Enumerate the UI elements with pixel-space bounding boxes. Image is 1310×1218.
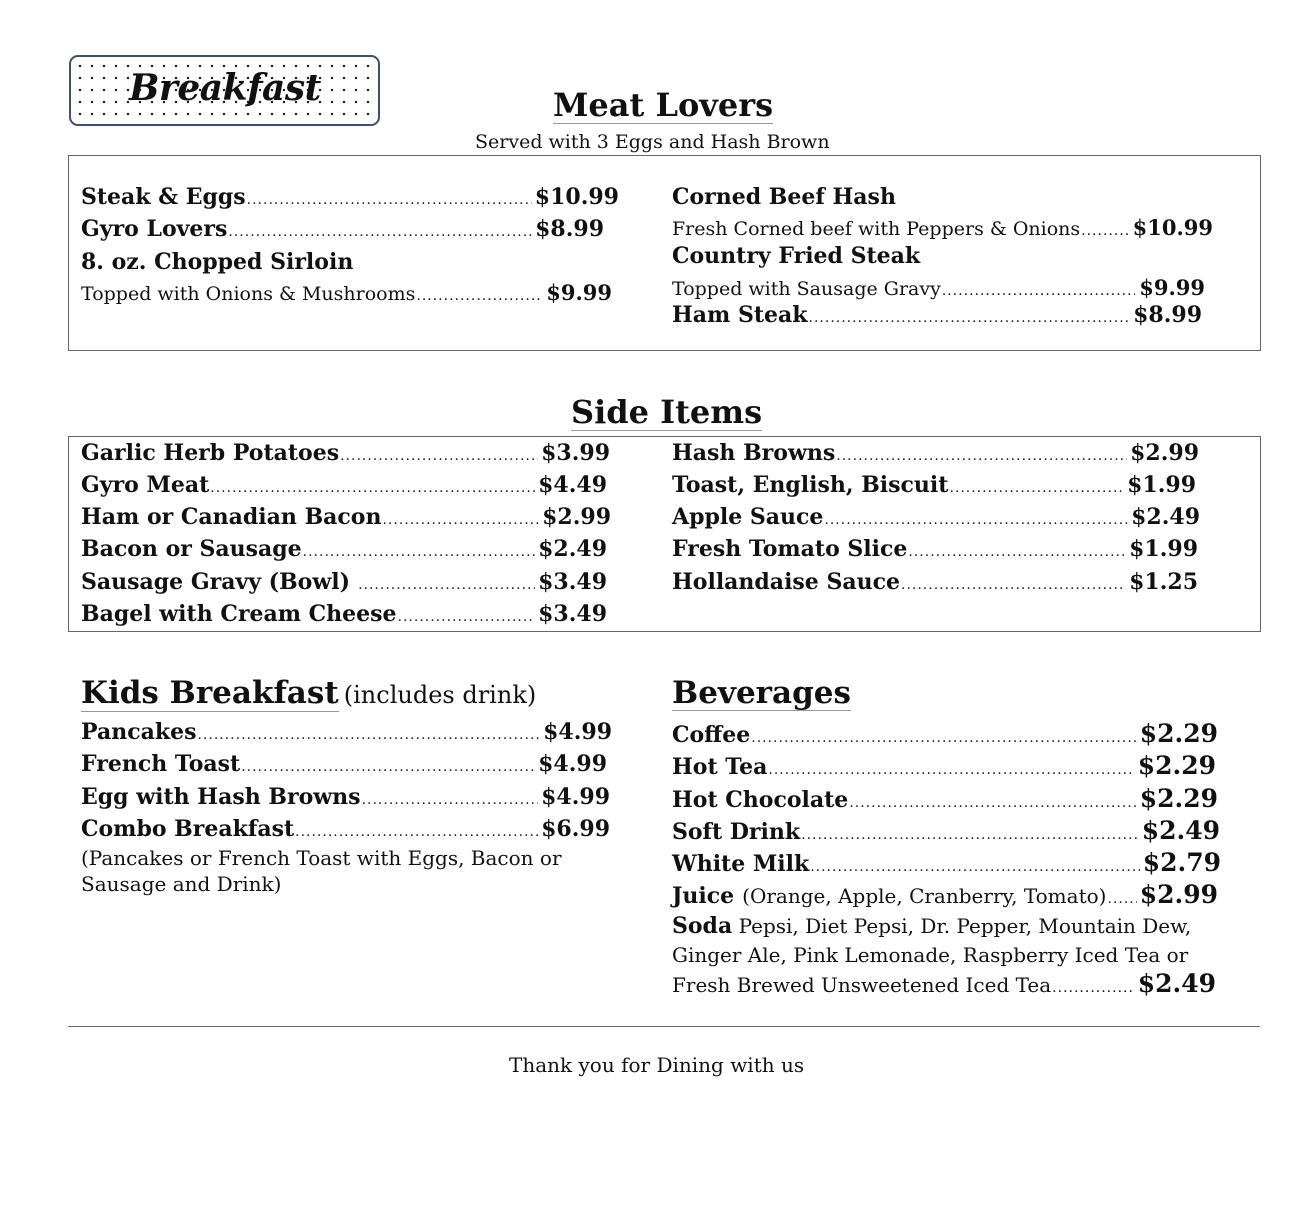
leader-dots	[1052, 980, 1134, 996]
item-name: Combo Breakfast	[81, 816, 295, 842]
item-name: Egg with Hash Browns	[81, 784, 361, 810]
kids-breakfast-title: Kids Breakfast	[81, 675, 339, 711]
menu-item	[672, 504, 1200, 530]
item-name: 8. oz. Chopped Sirloin	[81, 249, 354, 275]
item-price: $1.99	[1127, 472, 1196, 498]
leader-dots	[295, 824, 538, 840]
item-price: $4.49	[538, 472, 607, 498]
item-price: $9.99	[546, 280, 612, 305]
menu-item	[81, 751, 607, 777]
item-price: $2.49	[1141, 816, 1220, 845]
soda-item	[672, 913, 1191, 939]
item-name: French Toast	[81, 751, 241, 777]
item-price: $10.99	[534, 184, 619, 210]
item-price: $2.99	[1139, 880, 1218, 909]
item-price: $2.49	[1131, 504, 1200, 530]
item-name: Soft Drink	[672, 819, 801, 845]
item-name: Gyro Meat	[81, 472, 210, 498]
soda-flavors-line-3-text: Fresh Brewed Unsweetened Iced Tea	[672, 973, 1052, 997]
item-price: $10.99	[1132, 215, 1213, 240]
leader-dots	[228, 224, 532, 240]
menu-item	[81, 216, 604, 242]
item-name: Apple Sauce	[672, 504, 824, 530]
breakfast-badge	[69, 55, 380, 126]
menu-item	[672, 472, 1196, 498]
side-items-title: Side Items	[571, 393, 763, 431]
leader-dots	[751, 730, 1136, 746]
item-price: $2.99	[542, 504, 611, 530]
item-price: $1.99	[1129, 536, 1198, 562]
menu-item	[672, 880, 1218, 909]
leader-dots	[908, 544, 1126, 560]
item-name: Country Fried Steak	[672, 243, 921, 269]
menu-item	[81, 249, 353, 275]
menu-item	[81, 601, 607, 627]
soda-flavors-line-2: Ginger Ale, Pink Lemonade, Raspberry Iced Tea or	[672, 943, 1189, 967]
leader-dots	[247, 192, 532, 208]
kids-breakfast-heading	[81, 677, 536, 710]
menu-item	[81, 569, 607, 595]
item-desc-text: Topped with Onions & Mushrooms	[81, 283, 416, 305]
leader-dots	[398, 609, 536, 625]
item-name: Toast, English, Biscuit	[672, 472, 949, 498]
item-name: Sausage Gravy (Bowl)	[81, 569, 351, 595]
item-note: (Orange, Apple, Cranberry, Tomato)	[742, 884, 1107, 908]
item-name: White Milk	[672, 851, 810, 877]
item-price: $2.29	[1139, 784, 1218, 813]
meat-lovers-title: Meat Lovers	[553, 86, 774, 124]
item-name: Juice	[672, 883, 735, 909]
menu-item	[81, 472, 607, 498]
item-price: $8.99	[535, 216, 604, 242]
leader-dots	[210, 480, 535, 496]
menu-item	[672, 243, 920, 269]
item-name: Bacon or Sausage	[81, 536, 302, 562]
leader-dots	[949, 480, 1124, 496]
menu-item	[81, 784, 610, 810]
footer-divider	[68, 1026, 1260, 1027]
leader-dots	[358, 577, 535, 593]
item-price: $6.99	[541, 816, 610, 842]
leader-dots	[801, 827, 1139, 843]
menu-item	[81, 816, 610, 842]
item-price: $9.99	[1139, 275, 1205, 300]
menu-item	[672, 751, 1216, 780]
item-name: Ham or Canadian Bacon	[81, 504, 382, 530]
soda-flavors-line-1: Pepsi, Diet Pepsi, Dr. Pepper, Mountain Dew,	[738, 914, 1192, 938]
menu-item	[672, 816, 1220, 845]
menu-item	[81, 504, 611, 530]
leader-dots	[824, 512, 1128, 528]
leader-dots	[303, 544, 535, 560]
item-name: Gyro Lovers	[81, 216, 228, 242]
item-price: $2.29	[1137, 751, 1216, 780]
item-desc-text: Fresh Corned beef with Peppers & Onions	[672, 218, 1081, 240]
kids-breakfast-note: (includes drink)	[343, 681, 537, 709]
item-name: Hollandaise Sauce	[672, 569, 900, 595]
menu-item	[672, 536, 1198, 562]
item-name: Pancakes	[81, 719, 197, 745]
item-price: $2.49	[538, 536, 607, 562]
menu-item	[81, 536, 607, 562]
item-description	[672, 215, 1213, 240]
leader-dots	[382, 512, 539, 528]
item-name: Hash Browns	[672, 440, 836, 466]
breakfast-badge-label: Breakfast	[129, 67, 321, 109]
leader-dots	[809, 310, 1131, 326]
item-name: Ham Steak	[672, 302, 808, 328]
item-name: Steak & Eggs	[81, 184, 246, 210]
item-price: $2.79	[1142, 848, 1221, 877]
item-price: $3.49	[538, 601, 607, 627]
item-price: $2.49	[1137, 969, 1216, 998]
footer-text: Thank you for Dining with us	[509, 1053, 805, 1077]
item-price: $1.25	[1129, 569, 1198, 595]
leader-dots	[901, 577, 1126, 593]
leader-dots	[241, 759, 535, 775]
leader-dots	[849, 795, 1136, 811]
meat-lovers-subtitle: Served with 3 Eggs and Hash Brown	[475, 131, 830, 153]
beverages-title: Beverages	[672, 675, 851, 711]
item-name: Hot Chocolate	[672, 787, 849, 813]
menu-item	[672, 302, 1202, 328]
item-price: $8.99	[1133, 302, 1202, 328]
menu-item	[672, 440, 1199, 466]
item-price: $3.49	[538, 569, 607, 595]
menu-item	[81, 719, 612, 745]
leader-dots	[810, 859, 1140, 875]
item-name: Bagel with Cream Cheese	[81, 601, 397, 627]
combo-description-line-1: (Pancakes or French Toast with Eggs, Bacon or	[81, 846, 562, 870]
item-name: Coffee	[672, 722, 751, 748]
leader-dots	[362, 792, 539, 808]
leader-dots	[836, 448, 1127, 464]
item-price: $3.99	[541, 440, 610, 466]
item-description	[672, 275, 1205, 300]
item-price: $2.99	[1130, 440, 1199, 466]
soda-flavors-line-3	[672, 969, 1216, 998]
menu-item	[81, 440, 610, 466]
combo-description-line-2: Sausage and Drink)	[81, 872, 282, 896]
item-name: Corned Beef Hash	[672, 184, 896, 210]
menu-item	[672, 719, 1218, 748]
menu-item	[672, 184, 896, 210]
menu-item	[672, 848, 1221, 877]
item-price: $4.99	[543, 719, 612, 745]
leader-dots	[197, 727, 540, 743]
leader-dots	[1107, 891, 1136, 907]
item-name: Hot Tea	[672, 754, 768, 780]
item-price: $4.99	[538, 751, 607, 777]
item-name: Soda	[672, 913, 733, 939]
item-name: Garlic Herb Potatoes	[81, 440, 340, 466]
leader-dots	[768, 762, 1134, 778]
menu-item	[81, 184, 619, 210]
menu-item	[672, 784, 1218, 813]
item-price: $4.99	[541, 784, 610, 810]
leader-dots	[942, 283, 1135, 299]
item-desc-text: Topped with Sausage Gravy	[672, 278, 941, 300]
leader-dots	[416, 288, 542, 304]
item-description	[81, 280, 612, 305]
leader-dots	[1081, 223, 1128, 239]
menu-item	[672, 569, 1198, 595]
item-price: $2.29	[1139, 719, 1218, 748]
item-name: Fresh Tomato Slice	[672, 536, 908, 562]
leader-dots	[340, 448, 538, 464]
